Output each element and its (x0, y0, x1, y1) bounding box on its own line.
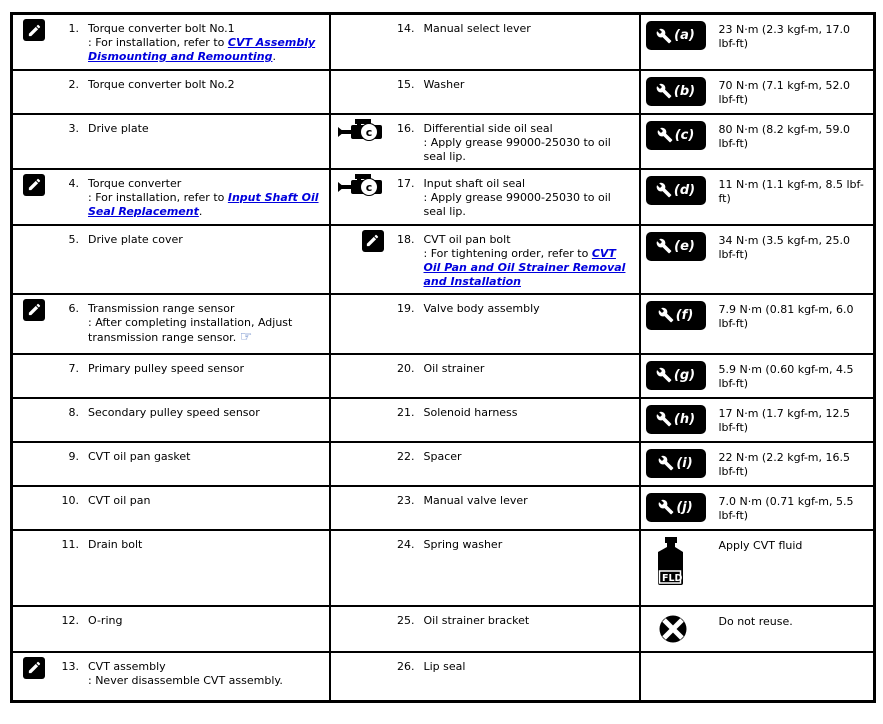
item-number: 3. (68, 121, 79, 135)
item-title: Torque converter (88, 176, 182, 190)
item-number: 12. (61, 613, 79, 627)
item-title: Input shaft oil seal (423, 176, 526, 190)
item-number: 16. (397, 121, 415, 135)
spec-cell (640, 442, 875, 486)
spec-text: Apply CVT fluid (718, 538, 803, 552)
item-cell (12, 354, 330, 398)
item-title: Spacer (423, 449, 462, 463)
table-row (12, 530, 875, 606)
spec-text: 7.9 N·m (0.81 kgf-m, 6.0 lbf-ft) (718, 302, 854, 330)
torque-letter: (f) (675, 307, 694, 323)
torque-badge (646, 405, 706, 434)
item-cell (12, 14, 330, 70)
item-cell (12, 114, 330, 169)
doc-link[interactable]: CVT Assembly Dismounting and Remounting (88, 36, 316, 63)
item-cell (330, 294, 640, 354)
spec-cell (640, 114, 875, 169)
table-row (12, 652, 875, 702)
torque-letter: (a) (674, 28, 695, 43)
torque-letter: (i) (676, 455, 693, 471)
wrench-icon (658, 499, 674, 515)
item-title: Transmission range sensor (88, 301, 235, 315)
torque-letter: (g) (673, 367, 696, 383)
item-cell (330, 14, 640, 70)
item-number: 15. (397, 77, 415, 91)
torque-badge (646, 493, 706, 522)
table-row (12, 398, 875, 442)
item-number: 5. (68, 232, 79, 246)
item-cell (330, 225, 640, 294)
item-cell (330, 530, 640, 606)
item-title: Lip seal (423, 659, 466, 673)
item-cell (12, 442, 330, 486)
item-title: Washer (423, 77, 465, 91)
torque-letter: (j) (676, 499, 693, 515)
item-cell (330, 114, 640, 169)
item-title: Torque converter bolt No.1 (88, 22, 235, 35)
item-title: CVT oil pan bolt (423, 232, 511, 246)
wrench-icon (656, 28, 672, 44)
item-title: Oil strainer bracket (423, 613, 530, 627)
item-cell (12, 652, 330, 702)
item-title: CVT oil pan gasket (88, 449, 191, 463)
note-text: : For tightening order, refer to (423, 246, 592, 260)
item-cell (12, 70, 330, 114)
wrench-icon (656, 411, 672, 427)
item-number: 22. (397, 449, 415, 463)
item-number: 9. (68, 449, 79, 463)
spec-cell (640, 14, 875, 70)
item-cell (330, 70, 640, 114)
table-row (12, 114, 875, 169)
wrench-icon (656, 83, 672, 99)
spec-text: 11 N·m (1.1 kgf-m, 8.5 lbf-ft) (718, 177, 864, 205)
table-row (12, 169, 875, 225)
spec-cell (640, 225, 875, 294)
spec-cell (640, 530, 875, 606)
torque-badge (646, 21, 706, 50)
table-row (12, 294, 875, 354)
item-number: 26. (397, 659, 415, 673)
item-cell (330, 486, 640, 530)
empty-cell (640, 652, 875, 702)
item-number: 10. (61, 493, 79, 507)
item-number: 11. (61, 537, 79, 551)
item-title: Primary pulley speed sensor (88, 361, 245, 375)
table-row (12, 606, 875, 652)
note-text: : After completing installation, Adjust transmission range sensor. (88, 315, 293, 344)
svg-text:c: c (365, 180, 372, 194)
item-title: Manual select lever (423, 22, 531, 35)
item-cell (12, 606, 330, 652)
wrench-icon (656, 367, 672, 383)
table-row (12, 354, 875, 398)
svg-text:c: c (365, 125, 372, 139)
item-title: Drain bolt (88, 537, 143, 551)
grease-gun-icon (338, 119, 384, 145)
item-number: 17. (397, 176, 415, 190)
spec-text: 22 N·m (2.2 kgf-m, 16.5 lbf-ft) (718, 450, 851, 478)
do-not-reuse-icon (658, 614, 688, 647)
torque-badge (646, 449, 706, 478)
item-cell (330, 606, 640, 652)
wrench-icon (657, 127, 673, 143)
spec-text: 17 N·m (1.7 kgf-m, 12.5 lbf-ft) (718, 406, 851, 434)
item-note (88, 191, 323, 219)
pointing-hand-icon[interactable]: ☞ (239, 328, 253, 345)
wrench-icon (658, 307, 674, 323)
item-note (424, 136, 633, 164)
torque-letter: (b) (673, 83, 696, 99)
spec-text: 70 N·m (7.1 kgf-m, 52.0 lbf-ft) (718, 78, 851, 106)
item-cell (330, 354, 640, 398)
wrench-icon (656, 182, 672, 198)
wrench-icon (658, 455, 674, 471)
note-text: : Apply grease 99000-25030 to oil seal lip. (423, 190, 611, 218)
item-note (88, 674, 323, 688)
item-number: 25. (397, 613, 415, 627)
item-cell (330, 442, 640, 486)
spec-text: 7.0 N·m (0.71 kgf-m, 5.5 lbf-ft) (718, 494, 854, 522)
note-text: : For installation, refer to (88, 36, 228, 49)
item-number: 2. (68, 77, 79, 91)
pencil-icon (23, 19, 45, 41)
note-text: . (272, 50, 276, 63)
note-text: : For installation, refer to (88, 190, 228, 204)
wrench-icon (656, 238, 672, 254)
table-row (12, 70, 875, 114)
torque-badge (646, 121, 706, 150)
torque-badge (646, 232, 706, 261)
item-number: 18. (397, 232, 415, 246)
table-row (12, 14, 875, 70)
item-title: Differential side oil seal (423, 121, 553, 135)
torque-letter: (e) (674, 238, 695, 254)
fluid-bottle-icon (654, 537, 688, 590)
item-number: 20. (397, 361, 415, 375)
item-cell (12, 169, 330, 225)
item-title: Torque converter bolt No.2 (88, 77, 235, 91)
spec-cell (640, 294, 875, 354)
doc-link[interactable]: CVT Oil Pan and Oil Strainer Removal and Installation (423, 246, 626, 288)
spec-text: Do not reuse. (718, 614, 793, 628)
doc-link[interactable]: Input Shaft Oil Seal Replacement (88, 190, 319, 218)
item-title: CVT oil pan (88, 493, 151, 507)
item-cell (12, 294, 330, 354)
item-cell (12, 225, 330, 294)
item-note (424, 247, 633, 289)
item-number: 4. (68, 176, 79, 190)
item-number: 13. (61, 659, 79, 673)
item-number: 19. (397, 301, 415, 315)
torque-badge (646, 361, 706, 390)
spec-cell (640, 70, 875, 114)
item-number: 7. (68, 361, 79, 375)
parts-legend-table (10, 12, 876, 703)
table-row (12, 442, 875, 486)
item-title: Spring washer (423, 537, 503, 551)
pencil-icon (23, 299, 45, 321)
item-number: 21. (397, 405, 415, 419)
item-title: Manual valve lever (423, 493, 528, 507)
item-title: Secondary pulley speed sensor (88, 405, 260, 419)
item-number: 14. (397, 22, 415, 35)
pencil-icon (23, 174, 45, 196)
item-cell (330, 652, 640, 702)
spec-text: 5.9 N·m (0.60 kgf-m, 4.5 lbf-ft) (718, 362, 854, 390)
item-title: Drive plate (88, 121, 149, 135)
spec-text: 34 N·m (3.5 kgf-m, 25.0 lbf-ft) (718, 233, 851, 261)
item-title: O-ring (88, 613, 123, 627)
item-cell (330, 398, 640, 442)
item-title: Drive plate cover (88, 232, 183, 246)
torque-letter: (d) (673, 182, 696, 198)
legend-body (12, 14, 875, 702)
spec-cell (640, 606, 875, 652)
item-cell (12, 398, 330, 442)
spec-text: 80 N·m (8.2 kgf-m, 59.0 lbf-ft) (718, 122, 851, 150)
grease-gun-icon (338, 174, 384, 200)
spec-cell (640, 354, 875, 398)
table-row (12, 225, 875, 294)
svg-text:FLD: FLD (661, 572, 682, 584)
item-number: 23. (397, 493, 415, 507)
item-number: 6. (68, 301, 79, 315)
table-row (12, 486, 875, 530)
pencil-icon (23, 657, 45, 679)
pencil-icon (362, 230, 384, 252)
item-title: Solenoid harness (423, 405, 518, 419)
item-number: 1. (68, 22, 79, 35)
torque-badge (646, 176, 706, 205)
torque-badge (646, 77, 706, 106)
item-cell (12, 486, 330, 530)
item-title: CVT assembly (88, 659, 166, 673)
item-title: Oil strainer (423, 361, 485, 375)
spec-cell (640, 169, 875, 225)
item-cell (330, 169, 640, 225)
item-title: Valve body assembly (423, 301, 540, 315)
spec-cell (640, 486, 875, 530)
item-note (424, 191, 633, 219)
note-text: : Never disassemble CVT assembly. (88, 673, 283, 687)
item-cell (12, 530, 330, 606)
spec-text: 23 N·m (2.3 kgf-m, 17.0 lbf-ft) (718, 23, 851, 50)
item-note (88, 316, 323, 345)
torque-letter: (c) (674, 127, 695, 143)
spec-cell (640, 398, 875, 442)
item-number: 24. (397, 537, 415, 551)
note-text: . (198, 204, 203, 218)
torque-badge (646, 301, 706, 330)
item-note (88, 36, 323, 64)
item-number: 8. (68, 405, 79, 419)
note-text: : Apply grease 99000-25030 to oil seal lip. (423, 135, 611, 163)
torque-letter: (h) (673, 411, 696, 427)
